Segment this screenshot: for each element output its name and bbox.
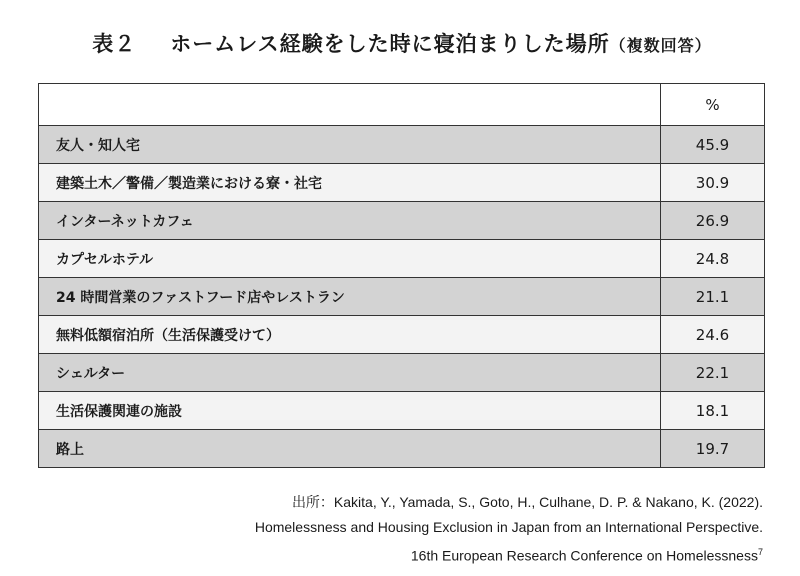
- row-value: 19.7: [661, 430, 765, 468]
- source-citation: [255, 490, 763, 569]
- table-row: [39, 278, 765, 316]
- row-value: 18.1: [661, 392, 765, 430]
- row-value: 22.1: [661, 354, 765, 392]
- header-label-cell: [39, 84, 661, 126]
- row-value: 45.9: [661, 126, 765, 164]
- header-unit-cell: %: [661, 84, 765, 126]
- table-row: [39, 164, 765, 202]
- table-row: [39, 316, 765, 354]
- row-label: 生活保護関連の施設: [39, 392, 661, 430]
- table-row: [39, 354, 765, 392]
- table-header-row: [39, 84, 765, 126]
- row-label: インターネットカフェ: [39, 202, 661, 240]
- row-label: カプセルホテル: [39, 240, 661, 278]
- table-row: [39, 240, 765, 278]
- table-row: [39, 202, 765, 240]
- row-value: 26.9: [661, 202, 765, 240]
- row-value: 24.8: [661, 240, 765, 278]
- footnote-marker: 7: [757, 547, 763, 557]
- table-row: [39, 392, 765, 430]
- row-value: 21.1: [661, 278, 765, 316]
- source-line-3: [255, 540, 763, 569]
- row-label: 24 時間営業のファストフード店やレストラン: [39, 278, 661, 316]
- table-row: [39, 126, 765, 164]
- data-table: [38, 83, 765, 468]
- source-line-3-text: 16th European Research Conference on Homelessness: [410, 547, 758, 564]
- row-label: 建築土木／警備／製造業における寮・社宅: [39, 164, 661, 202]
- title-subtitle: （複数回答）: [609, 36, 712, 55]
- table-title: [0, 28, 800, 58]
- table-row: [39, 430, 765, 468]
- row-label: 無料低額宿泊所（生活保護受けて）: [39, 316, 661, 354]
- table-number: 表２: [92, 32, 137, 56]
- title-main: ホームレス経験をした時に寝泊まりした場所: [170, 32, 610, 56]
- row-value: 30.9: [661, 164, 765, 202]
- row-value: 24.6: [661, 316, 765, 354]
- row-label: 友人・知人宅: [39, 126, 661, 164]
- source-line-1: 出所：Kakita, Y., Yamada, S., Goto, H., Culhane, D. P. & Nakano, K. (2022).: [291, 494, 763, 510]
- row-label: シェルター: [39, 354, 661, 392]
- row-label: 路上: [39, 430, 661, 468]
- source-line-2: Homelessness and Housing Exclusion in Japan from an International Perspective.: [254, 519, 763, 535]
